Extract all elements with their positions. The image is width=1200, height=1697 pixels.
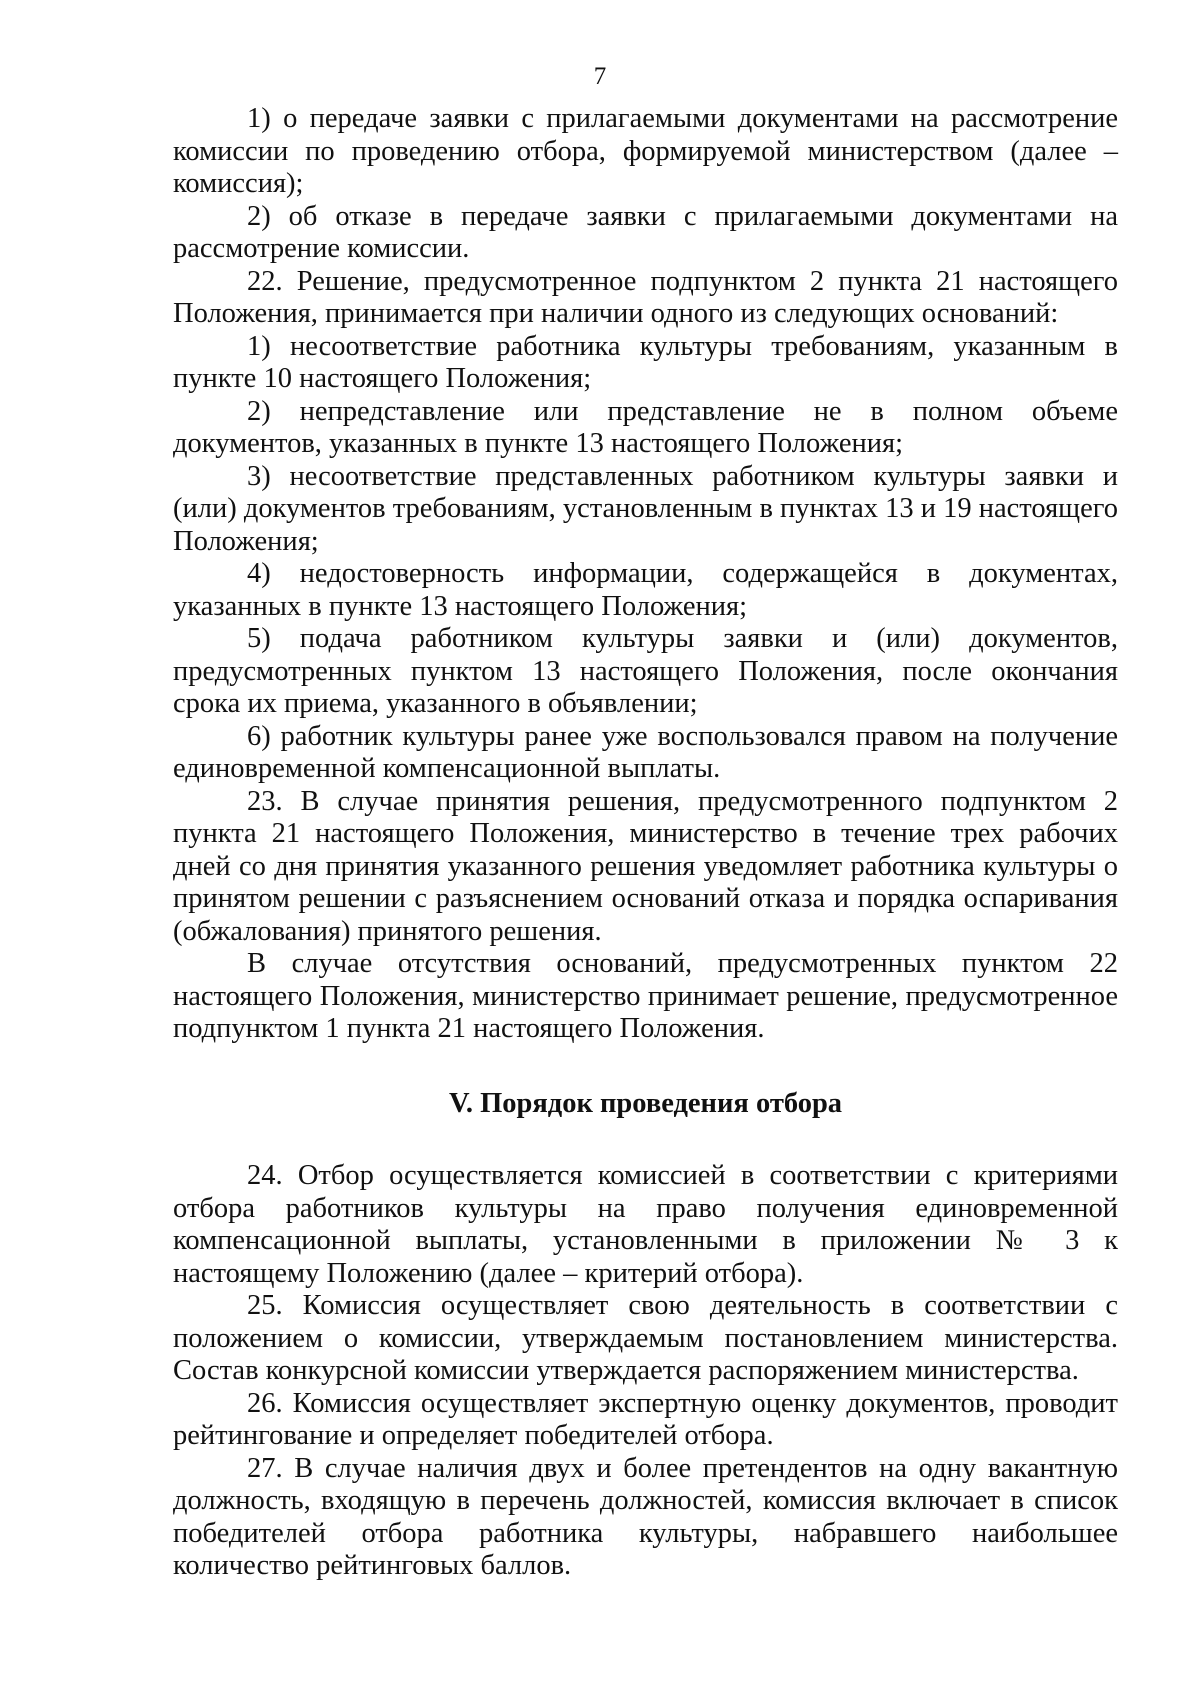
- paragraph-27: 27. В случае наличия двух и более претендентов на одну вакантную должность, входящую в перечень должностей, комиссия включает в список победителей отбора работника культуры, набравшего наибольшее количество рейтинговых баллов.: [173, 1452, 1118, 1581]
- paragraph-23: 23. В случае принятия решения, предусмотренного подпунктом 2 пункта 21 настоящего Положения, министерство в течение трех рабочих дней со дня принятия указанного решения уведомляет работника культуры о принятом решении с разъяснением оснований отказа и порядка оспаривания (обжалования) принятого решения.: [173, 785, 1118, 947]
- paragraph-subitem-2: 2) об отказе в передаче заявки с прилагаемыми документами на рассмотрение комиссии.: [173, 200, 1118, 264]
- document-body: [173, 103, 1118, 1583]
- paragraph-22: 22. Решение, предусмотренное подпунктом 2 пункта 21 настоящего Положения, принимается при наличии одного из следующих оснований:: [173, 265, 1118, 329]
- paragraph-22-item-3: 3) несоответствие представленных работником культуры заявки и (или) документов требованиям, установленным в пунктах 13 и 19 настоящего Положения;: [173, 460, 1118, 557]
- paragraph-24: 24. Отбор осуществляется комиссией в соответствии с критериями отбора работников культуры на право получения единовременной компенсационной выплаты, установленными в приложении № 3 к настоящему Положению (далее – критерий отбора).: [173, 1160, 1118, 1289]
- paragraph-22-item-1: 1) несоответствие работника культуры требованиям, указанным в пункте 10 настоящего Положения;: [173, 330, 1118, 394]
- paragraph-23-continued: В случае отсутствия оснований, предусмотренных пунктом 22 настоящего Положения, министерство принимает решение, предусмотренное подпунктом 1 пункта 21 настоящего Положения.: [173, 948, 1118, 1044]
- paragraph-subitem-1: 1) о передаче заявки с прилагаемыми документами на рассмотрение комиссии по проведению отбора, формируемой министерством (далее – комиссия);: [173, 103, 1118, 199]
- paragraph-25: 25. Комиссия осуществляет свою деятельность в соответствии с положением о комиссии, утверждаемым постановлением министерства. Состав конкурсной комиссии утверждается распоряжением министерства.: [173, 1290, 1118, 1386]
- paragraph-22-item-2: 2) непредставление или представление не в полном объеме документов, указанных в пункте 13 настоящего Положения;: [173, 395, 1118, 459]
- paragraph-22-item-4: 4) недостоверность информации, содержащейся в документах, указанных в пункте 13 настоящего Положения;: [173, 558, 1118, 622]
- paragraph-22-item-6: 6) работник культуры ранее уже воспользовался правом на получение единовременной компенсационной выплаты.: [173, 720, 1118, 784]
- section-heading: V. Порядок проведения отбора: [448, 1087, 843, 1119]
- page-number: 7: [593, 63, 607, 90]
- paragraph-26: 26. Комиссия осуществляет экспертную оценку документов, проводит рейтингование и определяет победителей отбора.: [173, 1387, 1118, 1451]
- paragraph-22-item-5: 5) подача работником культуры заявки и (или) документов, предусмотренных пунктом 13 настоящего Положения, после окончания срока их приема, указанного в объявлении;: [173, 623, 1118, 719]
